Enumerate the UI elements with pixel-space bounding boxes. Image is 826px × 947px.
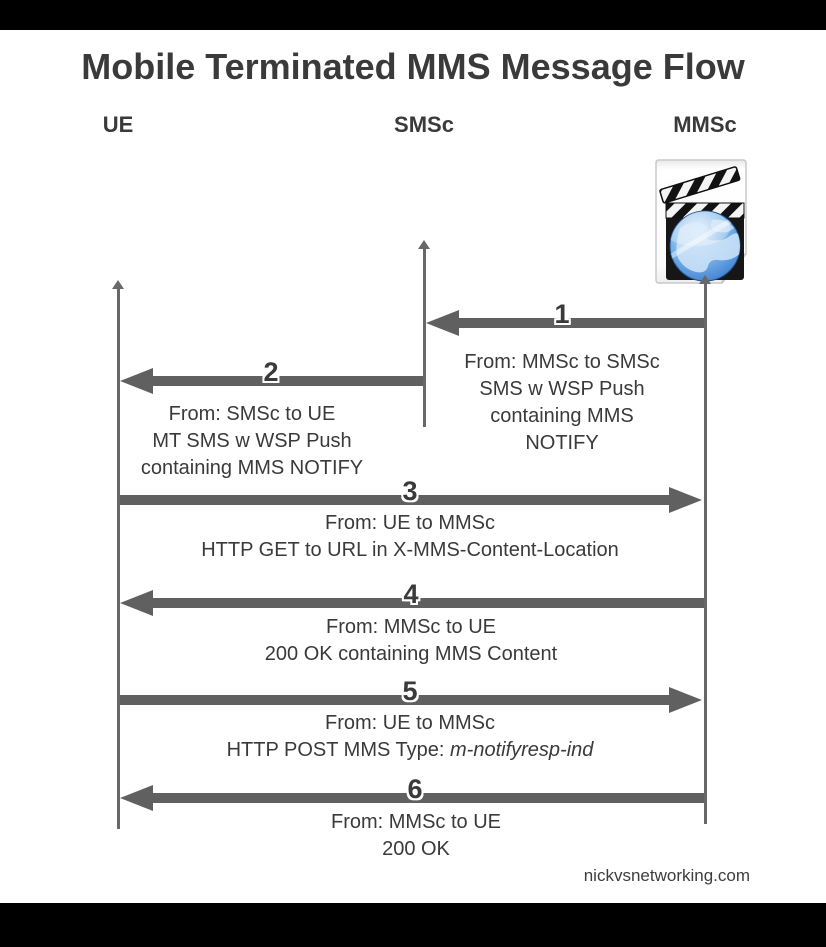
caption-line: HTTP POST MMS Type: m-notifyresp-ind <box>226 739 594 761</box>
caption-line: From: MMSc to SMSc <box>464 351 660 373</box>
top-letterbox-bar <box>0 0 826 30</box>
caption-line: MT SMS w WSP Push <box>152 430 352 452</box>
message-2-arrow-head <box>120 368 153 394</box>
message-6-number: 6 <box>407 774 423 804</box>
message-6-arrow-head <box>120 785 153 811</box>
caption-line: 200 OK containing MMS Content <box>264 643 558 665</box>
caption-line: From: MMSc to UE <box>330 811 501 833</box>
message-4-arrow-shaft <box>145 598 704 608</box>
message-3-number: 3 <box>402 476 418 506</box>
page-title: Mobile Terminated MMS Message Flow <box>81 46 745 87</box>
message-5-number: 5 <box>402 676 418 706</box>
caption-line: From: MMSc to UE <box>325 616 496 638</box>
message-2-arrow-shaft <box>145 376 423 386</box>
lifeline-ue <box>117 288 120 829</box>
message-1-caption <box>392 349 732 457</box>
lifeline-cap-ue <box>112 280 124 289</box>
bottom-letterbox-bar <box>0 903 826 947</box>
media-file-icon <box>652 158 750 285</box>
message-6-caption <box>156 809 676 863</box>
message-4-number: 4 <box>403 579 419 609</box>
message-2-number: 2 <box>263 357 279 387</box>
caption-line: containing MMS NOTIFY <box>140 457 364 479</box>
message-5-arrow-shaft <box>117 695 677 705</box>
message-4-arrow-head <box>120 590 153 616</box>
message-1-number: 1 <box>554 299 570 329</box>
actor-label-ue: UE <box>102 112 134 137</box>
message-1-arrow-head <box>426 310 459 336</box>
caption-line: From: SMSc to UE <box>168 403 336 425</box>
caption-line: NOTIFY <box>525 432 599 454</box>
message-3-caption <box>150 510 670 564</box>
caption-line: SMS w WSP Push <box>479 378 645 400</box>
lifeline-smsc <box>423 248 426 427</box>
lifeline-mmsc <box>704 283 707 824</box>
message-1-arrow-shaft <box>451 318 704 328</box>
caption-line: 200 OK <box>382 838 450 860</box>
caption-line: From: UE to MMSc <box>324 712 495 734</box>
message-5-arrow-head <box>669 687 702 713</box>
message-4-caption <box>151 614 671 668</box>
message-3-arrow-shaft <box>117 495 677 505</box>
caption-line: containing MMS <box>490 405 634 427</box>
message-6-arrow-shaft <box>145 793 704 803</box>
lifeline-cap-smsc <box>418 240 430 249</box>
lifeline-cap-mmsc <box>699 275 711 284</box>
actor-label-mmsc: MMSc <box>673 112 737 137</box>
caption-line: From: UE to MMSc <box>324 512 495 534</box>
actor-label-smsc: SMSc <box>394 112 454 137</box>
message-2-caption <box>82 401 422 482</box>
message-5-caption <box>150 710 670 764</box>
caption-line: HTTP GET to URL in X-MMS-Content-Location <box>201 539 619 561</box>
watermark-text: nickvsnetworking.com <box>583 866 750 885</box>
message-3-arrow-head <box>669 487 702 513</box>
